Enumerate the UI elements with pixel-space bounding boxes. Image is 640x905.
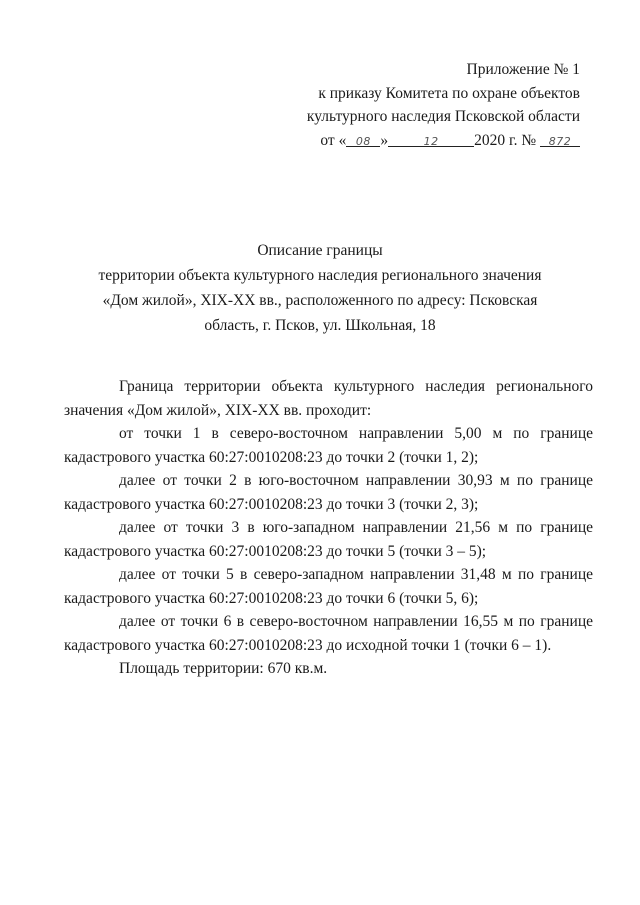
- order-number-field: [540, 129, 580, 147]
- title-line-2: территории объекта культурного наследия регионального значения: [98, 267, 542, 284]
- appendix-committee: культурного наследия Псковской области: [306, 108, 580, 125]
- paragraph-segment-5: далее от точки 6 в северо-восточном направлении 16,55 м по границе кадастрового участка 60:27:0010208:23 до исходной точки 1 (точки 6 – 1).: [64, 613, 593, 654]
- date-mid: »: [380, 131, 389, 149]
- title-line-1: Описание границы: [257, 242, 383, 259]
- title-line-4: область, г. Псков, ул. Школьная, 18: [204, 317, 436, 334]
- paragraph-segment-4: далее от точки 5 в северо-западном направлении 31,48 м по границе кадастрового участка 60:27:0010208:23 до точки 6 (точки 5, 6);: [64, 566, 593, 607]
- appendix-number: Приложение № 1: [466, 61, 580, 78]
- appendix-order-ref: к приказу Комитета по охране объектов: [318, 84, 580, 102]
- date-day-field: [346, 129, 380, 147]
- paragraph-segment-2: далее от точки 2 в юго-восточном направлении 30,93 м по границе кадастрового участка 60:27:0010208:23 до точки 3 (точки 2, 3);: [64, 472, 593, 513]
- order-number-handwritten: 872: [548, 134, 572, 148]
- appendix-date-line: [290, 129, 580, 153]
- date-month-handwritten: 12: [423, 134, 439, 148]
- date-day-handwritten: 08: [355, 134, 371, 148]
- paragraph-segment-1: от точки 1 в северо-восточном направлении 5,00 м по границе кадастрового участка 60:27:0010208:23 до точки 2 (точки 1, 2);: [64, 425, 593, 466]
- date-month-field: [388, 129, 474, 147]
- appendix-header: [290, 58, 580, 152]
- date-year-label: 2020 г. №: [474, 131, 537, 149]
- paragraph-area: Площадь территории: 670 кв.м.: [119, 660, 328, 677]
- document-title: [60, 238, 580, 338]
- paragraph-segment-3: далее от точки 3 в юго-западном направлении 21,56 м по границе кадастрового участка 60:27:0010208:23 до точки 5 (точки 3 – 5);: [64, 519, 593, 560]
- title-line-3: «Дом жилой», XIX-XX вв., расположенного по адресу: Псковская: [102, 292, 538, 309]
- paragraph-intro: Граница территории объекта культурного наследия регионального значения «Дом жилой», XIX-XX вв. проходит:: [64, 378, 593, 419]
- document-body: [64, 375, 593, 681]
- date-prefix: от «: [320, 131, 347, 149]
